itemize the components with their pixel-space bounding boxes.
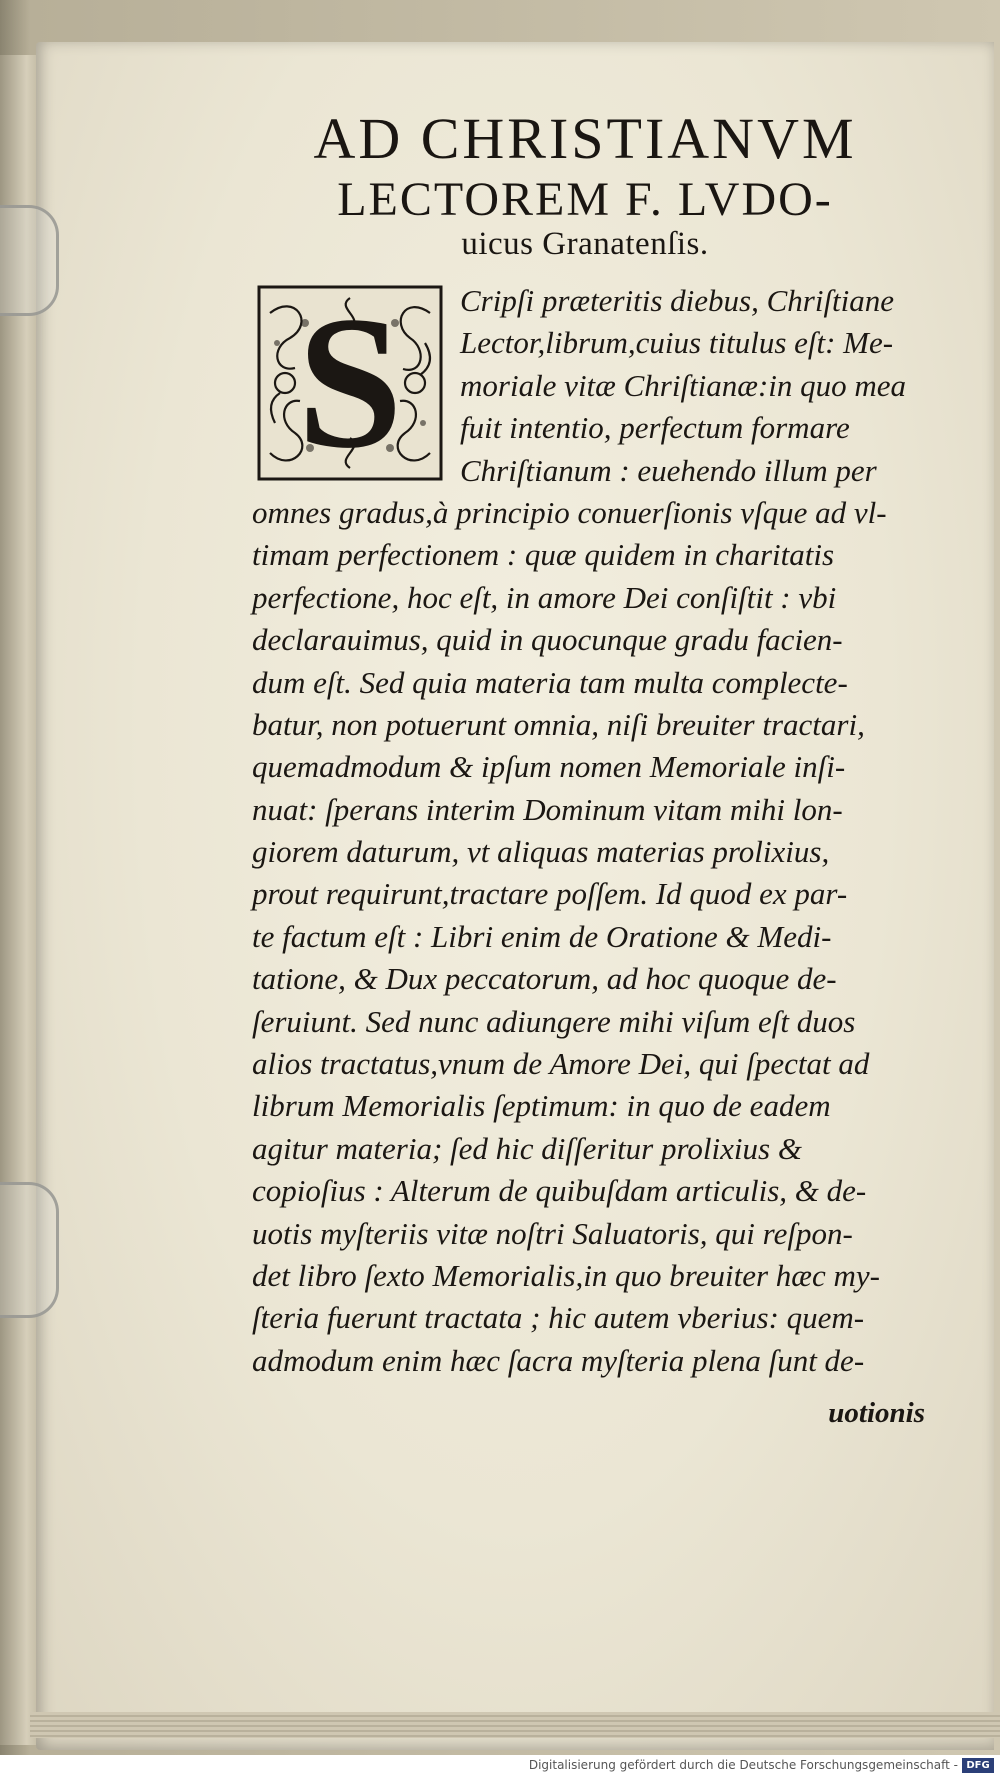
title-line-2: LECTOREM F. LVDO- bbox=[337, 173, 833, 226]
text-line: uotis myſteriis vitæ noſtri Saluatoris, qui reſpon- bbox=[252, 1215, 853, 1251]
dfg-logo-icon: DFG bbox=[962, 1758, 994, 1773]
text-line: nuat: ſperans interim Dominum vitam mihi lon- bbox=[252, 791, 843, 827]
text-line: det libro ſexto Memorialis,in quo breuiter hæc my- bbox=[252, 1257, 880, 1293]
text-line: ſeruiunt. Sed nunc adiungere mihi viſum eſt duos bbox=[252, 1003, 856, 1039]
text-line: declarauimus, quid in quocunque gradu facien- bbox=[252, 622, 843, 658]
page-clip-bottom bbox=[0, 1182, 59, 1318]
text-line: copioſius : Alterum de quibuſdam articulis, & de- bbox=[252, 1173, 867, 1209]
text-line: quemadmodum & ipſum nomen Memoriale inſi- bbox=[252, 749, 846, 785]
text-line: giorem daturum, vt aliquas materias prolixius, bbox=[252, 834, 830, 870]
title-line-3: uicus Granatenſis. bbox=[461, 226, 709, 262]
text-line: agitur materia; ſed hic diſſeritur prolixius & bbox=[252, 1130, 802, 1166]
digitization-footer bbox=[0, 1755, 1000, 1777]
text-line: timam perfectionem : quæ quidem in charitatis bbox=[252, 537, 835, 573]
text-line: prout requirunt,tractare poſſem. Id quod ex par- bbox=[252, 876, 848, 912]
text-line: Chriſtianum : euehendo illum per bbox=[460, 452, 877, 488]
text-line: librum Memorialis ſeptimum: in quo de eadem bbox=[252, 1088, 831, 1124]
text-line: perfectione, hoc eſt, in amore Dei conſiſtit : vbi bbox=[252, 579, 837, 615]
text-line: te factum eſt : Libri enim de Oratione & Medi- bbox=[252, 918, 832, 954]
title-line-1: AD CHRISTIANVM bbox=[313, 106, 857, 171]
footer-credit-text: Digitalisierung gefördert durch die Deutsche Forschungsgemeinschaft - bbox=[528, 1758, 958, 1772]
text-line: tatione, & Dux peccatorum, ad hoc quoque de- bbox=[252, 961, 837, 997]
text-line: batur, non potuerunt omnia, niſi breuiter tractari, bbox=[252, 706, 865, 742]
text-line: fuit intentio, perfectum formare bbox=[460, 410, 850, 446]
text-line: Lector,librum,cuius titulus eſt: Me- bbox=[460, 325, 894, 361]
text-line: dum eſt. Sed quia materia tam multa complecte- bbox=[252, 664, 848, 700]
text-line: omnes gradus,à principio conuerſionis vſque ad vl- bbox=[252, 494, 887, 530]
catchword: uotionis bbox=[828, 1397, 925, 1429]
text-line: Cripſi præteritis diebus, Chriſtiane bbox=[460, 283, 895, 318]
page-clip-top bbox=[0, 205, 59, 316]
body-text bbox=[252, 280, 930, 1382]
text-line: moriale vitæ Chriſtianæ:in quo mea bbox=[460, 367, 907, 403]
text-line: ſteria fuerunt tractata ; hic autem vberius: quem- bbox=[252, 1300, 865, 1336]
initial-letter: S bbox=[297, 278, 403, 488]
text-line: alios tractatus,vnum de Amore Dei, qui ſpectat ad bbox=[252, 1046, 870, 1082]
page-stack-edge bbox=[30, 1712, 1000, 1738]
text-line: admodum enim hæc ſacra myſteria plena ſunt de- bbox=[252, 1342, 865, 1378]
